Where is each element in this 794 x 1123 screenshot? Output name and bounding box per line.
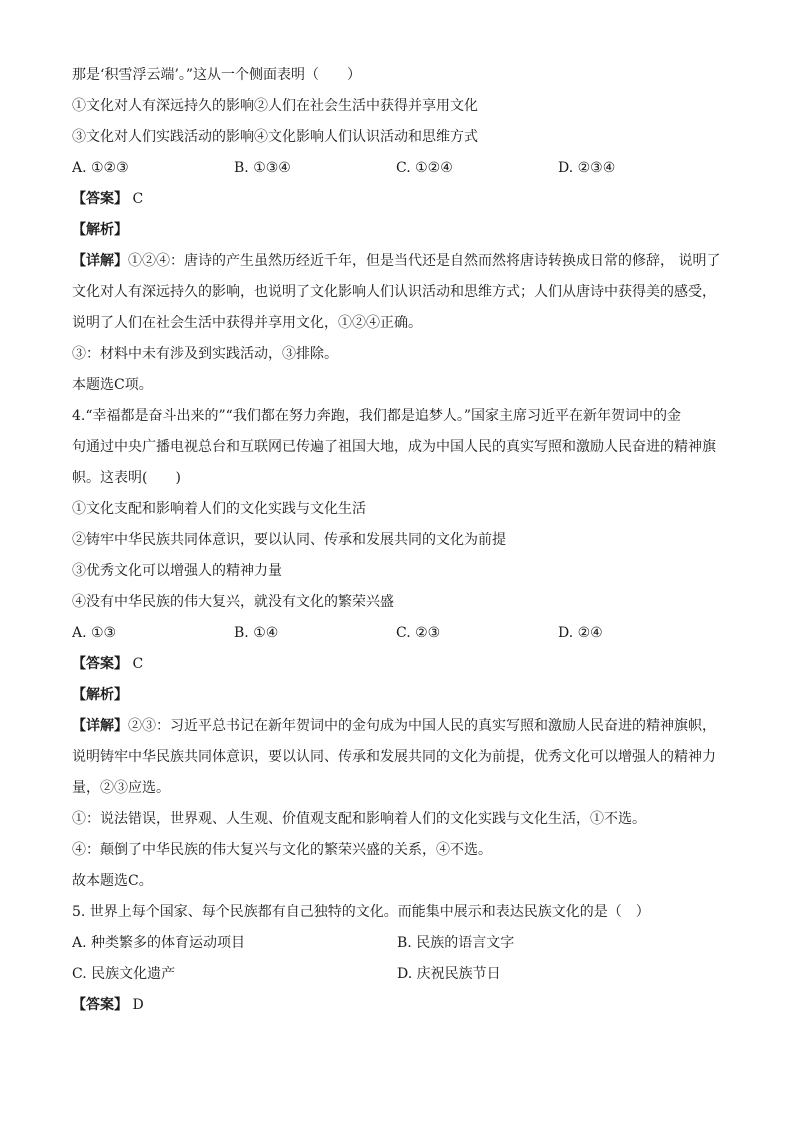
option-c: C. ②③ [396, 625, 441, 641]
q4-choice-line: ③优秀文化可以增强人的精神力量 [72, 563, 282, 579]
q4-choice-line: ②铸牢中华民族共同体意识，要以认同、传承和发展共同的文化为前提 [72, 532, 506, 548]
option-b: B. 民族的语言文字 [397, 935, 515, 951]
option-b: B. ①④ [234, 625, 279, 641]
q4-choice-line: ④没有中华民族的伟大复兴，就没有文化的繁荣兴盛 [72, 594, 394, 610]
q4-options [72, 618, 722, 649]
answer-value: C [132, 656, 144, 672]
q4-detail-line: ④：颠倒了中华民族的伟大复兴与文化的繁荣兴盛的关系，④不选。 [72, 842, 492, 858]
q4-analysis [72, 680, 722, 711]
q4-answer [72, 649, 722, 680]
q4-detail-line [72, 711, 722, 742]
q3-answer [72, 184, 722, 215]
q5-answer [72, 990, 722, 1021]
q4-detail-line: 说明铸牢中华民族共同体意识，要以认同、传承和发展共同的文化为前提，优秀文化可以增强人的精神力 [72, 749, 716, 765]
analysis-tag: 【解析】 [72, 687, 128, 703]
q4-detail-line: 量，②③应选。 [72, 780, 170, 796]
document-page [72, 60, 722, 1021]
q3-detail-line [72, 246, 722, 277]
q4-stem-line: 句通过中央广播电视总台和互联网已传遍了祖国大地，成为中国人民的真实写照和激励人民奋进的精神旗 [72, 439, 716, 455]
q3-detail-line: 文化对人有深远持久的影响，也说明了文化影响人们认识活动和思维方式；人们从唐诗中获得美的感受， [72, 284, 716, 300]
answer-tag: 【答案】 [72, 656, 128, 672]
detail-tag: 【详解】 [72, 253, 128, 269]
q3-analysis [72, 215, 722, 246]
analysis-tag: 【解析】 [72, 222, 128, 238]
q4-conclusion: 故本题选C。 [72, 873, 153, 889]
detail-tag: 【详解】 [72, 718, 128, 734]
q3-options [72, 153, 722, 184]
q3-choice-line: ③文化对人们实践活动的影响④文化影响人们认识活动和思维方式 [72, 129, 478, 145]
q4-stem-line: 4.“幸福都是奋斗出来的”“我们都在努力奔跑，我们都是追梦人。”国家主席习近平在新年贺词中的金 [72, 408, 681, 424]
q3-conclusion: 本题选C项。 [72, 377, 153, 393]
q3-choice-line: ①文化对人有深远持久的影响②人们在社会生活中获得并享用文化 [72, 98, 478, 114]
option-d: D. ②③④ [558, 160, 616, 176]
detail-text: ①②④：唐诗的产生虽然历经近千年，但是当代还是自然而然将唐诗转换成日常的修辞， 说明了 [128, 253, 721, 269]
detail-text: ②③：习近平总书记在新年贺词中的金句成为中国人民的真实写照和激励人民奋进的精神旗帜， [128, 718, 716, 734]
option-d: D. 庆祝民族节日 [397, 966, 501, 982]
q4-detail-line: ①：说法错误，世界观、人生观、价值观支配和影响着人们的文化实践与文化生活，①不选。 [72, 811, 646, 827]
option-d: D. ②④ [558, 625, 603, 641]
option-a: A. ①③ [72, 625, 117, 641]
q5-options-row [72, 928, 722, 959]
q5-options-row [72, 959, 722, 990]
option-b: B. ①③④ [234, 160, 291, 176]
answer-tag: 【答案】 [72, 997, 128, 1013]
answer-value: C [132, 191, 144, 207]
q3-detail-line: 说明了人们在社会生活中获得并享用文化，①②④正确。 [72, 315, 422, 331]
answer-tag: 【答案】 [72, 191, 128, 207]
q4-choice-line: ①文化支配和影响着人们的文化实践与文化生活 [72, 501, 366, 517]
answer-value: D [132, 997, 144, 1013]
option-c: C. 民族文化遗产 [72, 966, 176, 982]
option-c: C. ①②④ [396, 160, 453, 176]
q5-stem: 5. 世界上每个国家、每个民族都有自己独特的文化。而能集中展示和表达民族文化的是（ ） [72, 904, 650, 920]
q3-stem-tail: 那是‘积雪浮云端’。”这从一个侧面表明（ ） [72, 67, 362, 83]
q4-stem-line: 帜。这表明( ) [72, 470, 181, 486]
q3-detail-line: ③：材料中未有涉及到实践活动，③排除。 [72, 346, 338, 362]
option-a: A. ①②③ [72, 160, 129, 176]
option-a: A. 种类繁多的体育运动项目 [72, 935, 246, 951]
